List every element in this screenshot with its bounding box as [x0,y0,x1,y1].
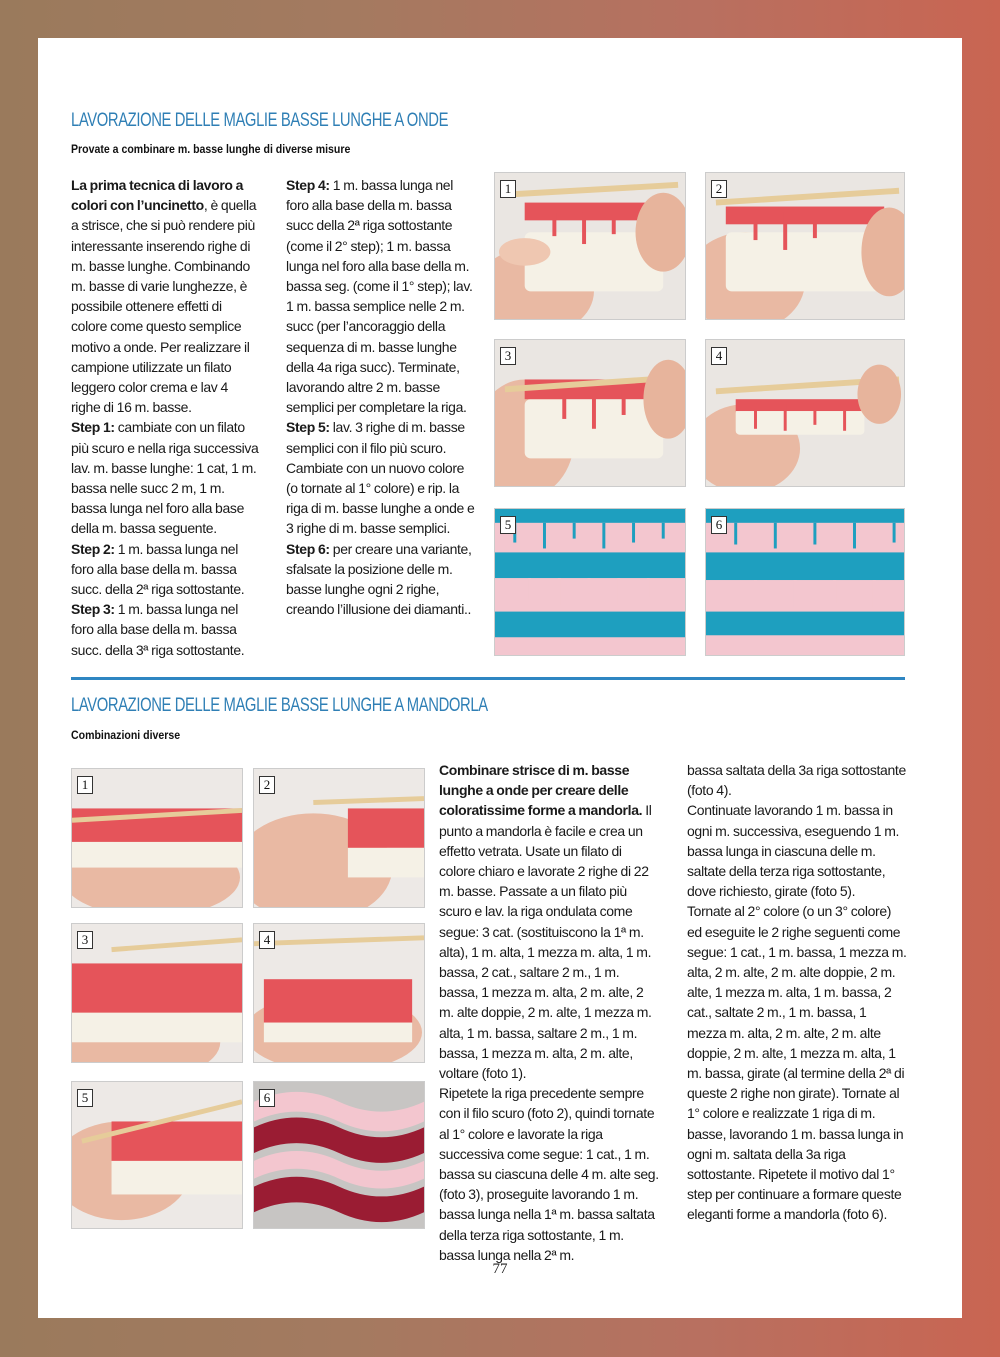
photo-label-4b: 4 [259,931,275,949]
photo-label-6: 6 [711,516,727,534]
paragraph-lead: Step 6: [286,540,330,557]
section2-column-1 [439,760,659,1265]
photo-label-5b: 5 [77,1089,93,1107]
paragraph [286,539,476,620]
photo-4-almond [253,923,425,1063]
paragraph [687,760,907,800]
paragraph-text: per creare una variante, sfalsate la posizione delle m. basse lunghe ogni 2 righe, creando l’illusione dei diamanti.. [286,540,472,618]
paragraph-lead: Step 2: [71,540,115,557]
paragraph [687,901,907,1224]
paragraph [439,1083,659,1265]
section1-title: LAVORAZIONE DELLE MAGLIE BASSE LUNGHE A ONDE [71,110,449,131]
section2-column-2 [687,760,907,1225]
paragraph-lead: Combinare strisce di m. basse lunghe a onde per creare delle coloratissime forme a mandorla. [439,762,643,819]
paragraph-lead: Step 4: [286,177,330,193]
photo-3-almond [71,923,243,1063]
paragraph [71,417,259,538]
photo-6-almond-swatch [253,1081,425,1229]
paragraph-text: lav. 3 righe di m. basse semplici con il filo più scuro. Cambiate con un nuovo colore (o tornate al 1° colore) e rip. la riga di m. basse lunghe a onde e 3 righe di m. basse semplici. [286,419,475,537]
paragraph [439,760,659,1083]
paragraph-lead: La prima tecnica di lavoro a colori con l’uncinetto [71,177,244,214]
photo-1-almond [71,768,243,908]
photo-label-1: 1 [500,180,516,198]
paragraph [286,175,476,417]
paragraph-text: Continuate lavorando 1 m. bassa in ogni m. successiva, eseguendo 1 m. bassa lunga in ciascuna delle m. saltate della terza riga sottostante, dove richiesto, girate (foto 5). [687,802,900,900]
photo-2-almond [253,768,425,908]
paragraph-text: , è quella a strisce, che si può rendere più interessante inserendo righe di m. basse lunghe. Combinando m. basse di varie lunghezze, è possibile ottenere effetti di colore come questo semplice motivo a onde. Per realizzare il campione utilizzate un filato leggero color crema e lav 4 righe di 16 m. basse. [71,197,257,416]
paragraph-lead: Step 5: [286,419,330,436]
paragraph [687,800,907,901]
paragraph [71,175,259,417]
section2-subtitle: Combinazioni diverse [71,728,181,742]
photo-5-swatch-waves [494,508,686,656]
photo-label-5: 5 [500,516,516,534]
photo-2-waves [705,172,905,320]
section1-subtitle: Provate a combinare m. basse lunghe di diverse misure [71,142,351,156]
paragraph [71,539,259,600]
photo-label-1b: 1 [77,776,93,794]
paragraph-lead: Step 1: [71,419,115,436]
paragraph-text: cambiate con un filato più scuro e nella riga successiva lav. m. basse lunghe: 1 cat, 1 m. bassa nelle succ 2 m, 1 m. bassa lunga nel foro alla base della m. bassa seguente. [71,419,259,537]
section1-column-2 [286,175,476,619]
photo-3-waves [494,339,686,487]
photo-label-4: 4 [711,347,727,365]
photo-label-3: 3 [500,347,516,365]
photo-label-6b: 6 [259,1089,275,1107]
page [38,38,962,1318]
photo-1-waves [494,172,686,320]
photo-label-2: 2 [711,180,727,198]
paragraph-text: 1 m. bassa lunga nel foro alla base della m. bassa succ. della 3ª riga sottostante. [71,601,245,658]
page-number: 77 [492,1261,508,1277]
paragraph-text: 1 m. bassa lunga nel foro alla base della m. bassa succ della 2ª riga sottostante (come il 2° step); 1 m. bassa lunga nel foro alla base della m. bassa seg. (come il 1° step); lav. 1 m. bassa semplice nelle 2 m. succ (per l’ancoraggio della sequenza di m. basse lunghe della 4a riga succ). Terminate, lavorando altre 2 m. basse semplici per completare la riga. [286,177,473,416]
paragraph-text: Ripetete la riga precedente sempre con il filo scuro (foto 2), quindi tornate al 1° colore e lavorate la riga successiva come segue: 1 cat., 1 m. bassa su ciascuna delle 4 m. alte seg. (foto 3), proseguite lavorando 1 m. bassa lunga nella 1ª m. bassa saltata della terza riga sottostante, 1 m. bassa lunga nella 2ª m. [439,1085,659,1263]
paragraph-lead: Step 3: [71,601,115,618]
paragraph-text: 1 m. bassa lunga nel foro alla base della m. bassa succ. della 2ª riga sottostante. [71,540,245,598]
paragraph [286,417,476,538]
section2-title: LAVORAZIONE DELLE MAGLIE BASSE LUNGHE A MANDORLA [71,695,488,716]
photo-4-waves [705,339,905,487]
paragraph-text: bassa saltata della 3a riga sottostante (foto 4). [687,762,906,799]
paragraph-text: Il punto a mandorla è facile e crea un effetto vetrata. Usate un filato di colore chiaro e lavorate 2 righe di 22 m. basse. Passate a un filato più scuro e lav. la riga ondulata come segue: 3 cat. (sostituiscono la 1ª m. alta), 1 m. alta, 1 mezza m. alta, 1 m. bassa, 2 cat., saltare 2 m., 1 m. bassa, 1 mezza m. alta, 2 m. alte, 2 m. alte doppie, 2 m. alte, 1 mezza m. alta, 1 m. bassa, saltare 2 m., 1 m. bassa, 1 mezza m. alta, 2 m. alte, voltare (foto 1). [439,802,652,1082]
section1-column-1 [71,175,259,660]
photo-label-2b: 2 [259,776,275,794]
paragraph [71,599,259,660]
photo-label-3b: 3 [77,931,93,949]
photo-5-almond [71,1081,243,1229]
photo-6-swatch-diamonds [705,508,905,656]
section-divider [71,677,905,680]
paragraph-text: Tornate al 2° colore (o un 3° colore) ed eseguite le 2 righe seguenti come segue: 1 cat., 1 m. bassa, 1 mezza m. alta, 2 m. alte, 2 m. alte doppie, 2 m. alte, 1 mezza m. alta, 1 m. bassa, 2 cat., saltate 2 m., 1 m. bassa, 1 mezza m. alta, 2 m. alte, 2 m. alte doppie, 2 m. alte, 1 mezza m. alta, 1 m. bassa, girate (al termine della 2ª di queste 2 righe non girate). Tornate al 1° colore e realizzate 1 riga di m. basse, lavorando 1 m. bassa lunga in ogni m. saltata della 3a riga sottostante. Ripetete il motivo dal 1° step per continuare a formare queste eleganti forme a mandorla (foto 6). [687,903,907,1223]
